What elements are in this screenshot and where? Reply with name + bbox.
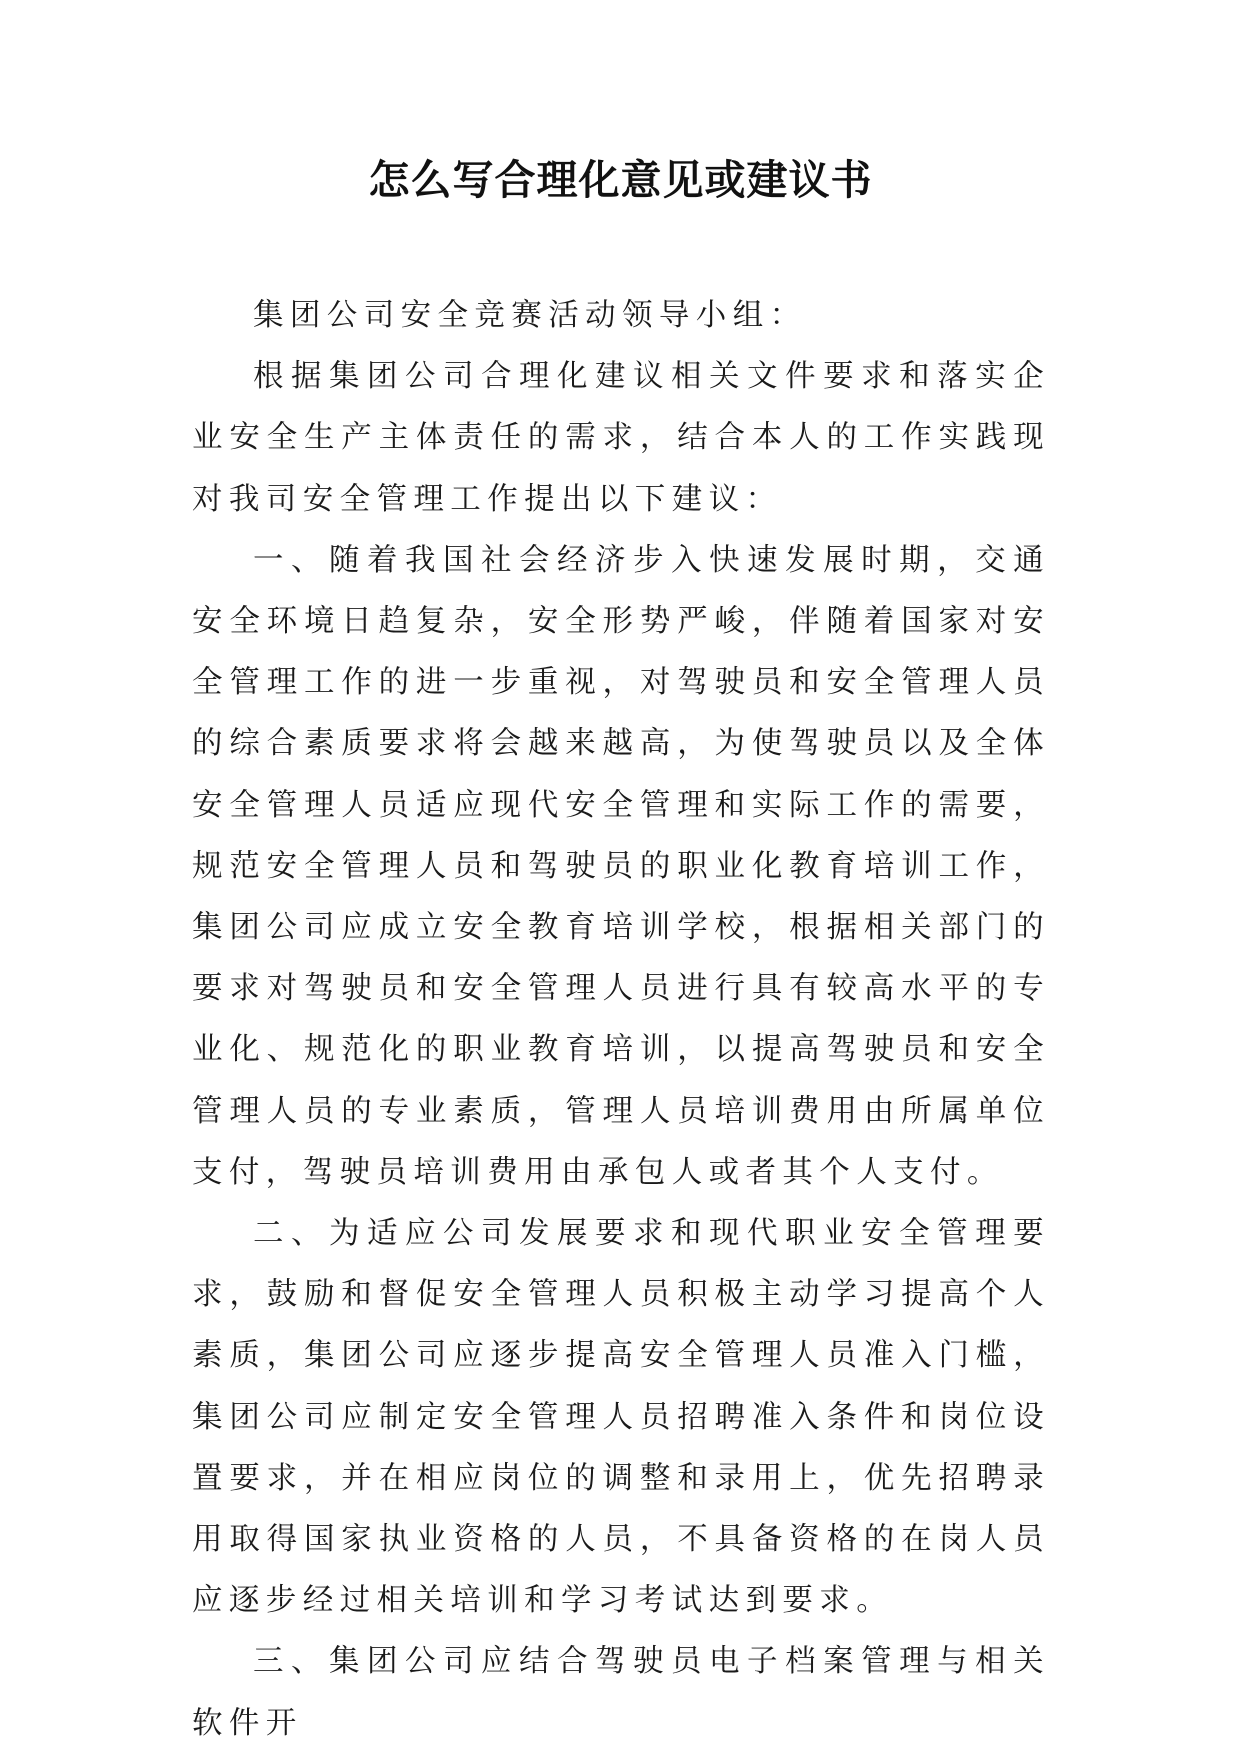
paragraph-suggestion-3: 三、集团公司应结合驾驶员电子档案管理与相关软件开 bbox=[192, 1644, 1050, 1741]
paragraph-suggestion-1: 一、随着我国社会经济步入快速发展时期，交通安全环境日趋复杂，安全形势严峻，伴随着国家对安全管理工作的进一步重视，对驾驶员和安全管理人员的综合素质要求将会越来越高，为使驾驶员以及全体安全管理人员适应现代安全管理和实际工作的需要，规范安全管理人员和驾驶员的职业化教育培训工作，集团公司应成立安全教育培训学校，根据相关部门的要求对驾驶员和安全管理人员进行具有较高水平的专业化、规范化的职业教育培训，以提高驾驶员和安全管理人员的专业素质，管理人员培训费用由所属单位支付，驾驶员培训费用由承包人或者其个人支付。 bbox=[192, 542, 1050, 1190]
paragraph-suggestion-2: 二、为适应公司发展要求和现代职业安全管理要求，鼓励和督促安全管理人员积极主动学习提高个人素质，集团公司应逐步提高安全管理人员准入门槛，集团公司应制定安全管理人员招聘准入条件和岗位设置要求，并在相应岗位的调整和录用上，优先招聘录用取得国家执业资格的人员，不具备资格的在岗人员应逐步经过相关培训和学习考试达到要求。 bbox=[192, 1216, 1050, 1619]
paragraph-intro: 根据集团公司合理化建议相关文件要求和落实企业安全生产主体责任的需求，结合本人的工作实践现对我司安全管理工作提出以下建议： bbox=[192, 359, 1050, 517]
document-body bbox=[192, 285, 1050, 1754]
document-title: 怎么写合理化意见或建议书 bbox=[368, 156, 873, 204]
salutation: 集团公司安全竞赛活动领导小组： bbox=[253, 298, 807, 333]
